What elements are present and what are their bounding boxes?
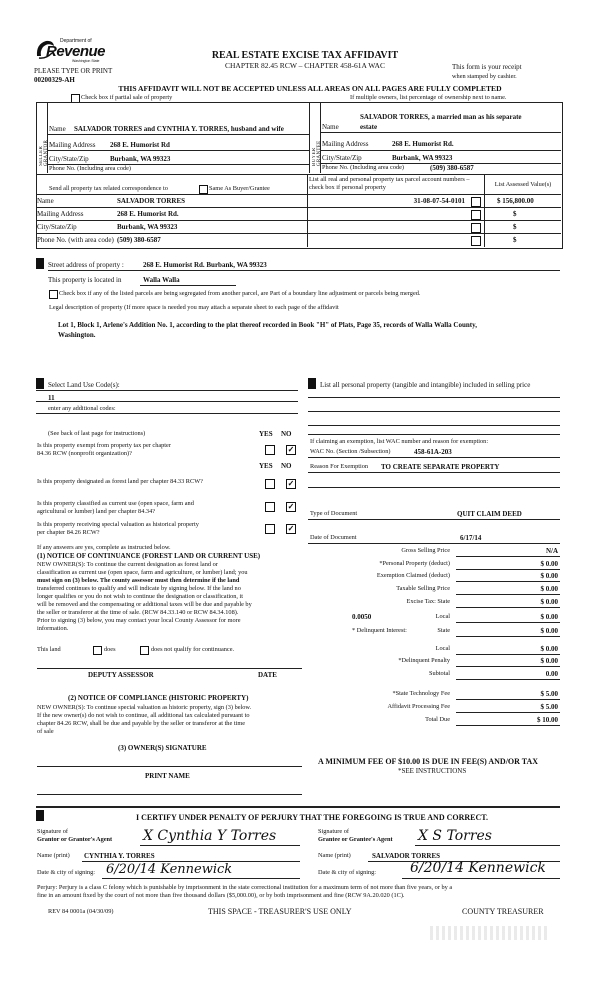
seller-name[interactable]: SALVADOR TORRES and CYNTHIA Y. TORRES, husband and wife [74,125,284,133]
corr-city-label: City/State/Zip [37,223,77,231]
buyer-name-line1[interactable]: SALVADOR TORRES, a married man as his separate [360,113,522,121]
located-in-county[interactable]: Walla Walla [143,276,180,284]
accounts-header: List all real and personal property tax parcel account numbers – check box if personal property [309,176,470,191]
grantee-date-city-label: Date & city of signing: [318,869,377,876]
receipt-note-1: This form is your receipt [452,63,522,71]
faint-stamp [430,926,550,940]
tax-row-label: Excise Tax: State [406,598,450,605]
form-revision: REV 84 0001a (04/30/09) [48,908,114,915]
corr-phone[interactable]: (509) 380-6587 [117,236,161,244]
tax-row-label: Gross Selling Price [401,547,450,554]
buyer-city[interactable]: Burbank, WA 99323 [392,154,453,162]
tax-row-label: Subtotal [429,670,450,677]
q3-line2: agricultural or lumber) land per chapter 84.34? [37,508,156,515]
minimum-fee-notice: A MINIMUM FEE OF $10.00 IS DUE IN FEE(S) AND/OR TAX [318,757,539,766]
perjury-line1: Perjury: Perjury is a class C felony which is punishable by imprisonment in the state correctional institution for a maximum term of not more than five years, or by a [37,884,453,891]
seller-city[interactable]: Burbank, WA 99323 [110,155,171,163]
tax-row-value[interactable]: $ 5.00 [540,703,558,711]
street-address-label: Street address of property : [48,261,124,269]
tax-row-value[interactable]: $ 0.00 [540,598,558,606]
receipt-note-2: when stamped by cashier. [452,73,517,80]
land-does-label: does [104,646,116,653]
same-as-buyer-checkbox[interactable] [199,185,208,194]
q3-no-checkbox[interactable]: ✓ [287,502,295,511]
notice-continuance-title: (1) NOTICE OF CONTINUANCE (FOREST LAND OR CURRENT USE) [37,552,261,560]
tax-row-value[interactable]: $ 5.00 [540,690,558,698]
buyer-address[interactable]: 268 E. Humorist Rd. [392,140,454,148]
land-does-checkbox[interactable] [93,646,102,655]
located-in-label: This property is located in [48,276,122,284]
q2-no-checkbox[interactable]: ✓ [287,479,295,488]
assessed-value-header: List Assessed Value(s) [494,181,552,188]
corr-address[interactable]: 268 E. Humorist Rd. [117,210,179,218]
exemption-reason-label: Reason For Exemption [310,463,369,470]
tax-row-label: Local [435,613,450,620]
buyer-address-label: Mailing Address [322,140,369,148]
tax-row-value[interactable]: $ 0.00 [540,645,558,653]
q1-no-checkbox[interactable]: ✓ [287,445,295,454]
assessed-value-1[interactable]: $ 156,800.00 [497,197,534,205]
seller-city-label: City/State/Zip [49,155,89,163]
buyer-phone[interactable]: (509) 380-6587 [430,164,474,172]
notice-compliance-body: NEW OWNER(S): To continue special valuation as historic property, sign (3) below. If the new owner(s) do not wish to continue, all additional tax calculated pursuant to chapter 84.26 RCW, shall be due and payable by the seller or transferor at the time of sale [37,704,252,735]
land-does-not-label: does not qualify for continuance. [151,646,235,653]
section-marker-3 [36,378,44,389]
warning-banner: THIS AFFIDAVIT WILL NOT BE ACCEPTED UNLESS ALL AREAS ON ALL PAGES ARE FULLY COMPLETED [118,84,502,93]
tax-row-label: Taxable Selling Price [396,585,450,592]
revenue-logo: Department of Revenue Washington State [34,38,104,66]
print-name-label: PRINT NAME [145,772,190,780]
land-does-not-checkbox[interactable] [140,646,149,655]
tax-row-label: State [437,627,450,634]
doc-date-label: Date of Document [310,534,357,541]
grantor-date-city-label: Date & city of signing: [37,869,96,876]
grantee-name-label: Name (print) [318,852,351,859]
tax-row-label: Affidavit Processing Fee [387,703,450,710]
grantor-sig-label-1: Signature of [37,828,68,835]
this-land-label: This land [37,646,61,653]
doc-type[interactable]: QUIT CLAIM DEED [457,510,522,518]
q4-line1: Is this property receiving special valuation as historical property [37,521,199,528]
q4-yes-checkbox[interactable] [265,524,275,534]
q4-no-checkbox[interactable]: ✓ [287,524,295,533]
grantee-signature[interactable]: X S Torres [418,828,492,844]
land-use-code[interactable]: 11 [48,394,55,402]
q3-line1: Is this property classified as current use (open space, farm and [37,500,194,507]
grantor-printed-name[interactable]: CYNTHIA Y. TORRES [84,852,155,860]
buyer-side-label: BUYER GRANTEE [312,140,322,166]
street-address[interactable]: 268 E. Humorist Rd. Burbank, WA 99323 [143,261,267,269]
section-marker-8 [36,810,44,821]
corr-address-label: Mailing Address [37,210,84,218]
yes-header-2: YES [259,462,273,470]
tax-row-value[interactable]: $ 0.00 [540,560,558,568]
exemption-reason[interactable]: TO CREATE SEPARATE PROPERTY [381,463,500,471]
tax-row-label: *Personal Property (deduct) [379,560,450,567]
tax-row-value[interactable]: $ 0.00 [540,657,558,665]
tax-row-value[interactable]: $ 0.00 [540,627,558,635]
segregated-checkbox[interactable] [49,290,58,299]
tax-row-label: *State Technology Fee [392,690,450,697]
tax-row-value[interactable]: N/A [545,547,558,555]
grantee-date-city[interactable]: 6/20/14 Kennewick [410,860,546,876]
q1-line1: Is this property exempt from property tax per chapter [37,442,171,449]
tax-row-value[interactable]: $ 10.00 [537,716,558,724]
seller-address-label: Mailing Address [49,141,96,149]
local-rate: 0.0050 [352,613,372,621]
partial-sale-label: Check box if partial sale of property [81,94,173,101]
deputy-assessor-label: DEPUTY ASSESSOR [88,671,154,679]
tax-row-label: Exemption Claimed (deduct) [376,572,450,579]
additional-codes-label: enter any additional codes: [48,405,116,412]
seller-phone-label: Phone No. (Including area code) [49,165,132,172]
legal-description-label: Legal description of property (If more space is needed you may attach a separate sheet to each page of the affidavit [49,304,339,311]
q4-line2: per chapter 84.26 RCW? [37,529,100,536]
grantor-sig-label-2: Grantor or Grantor's Agent [37,836,113,843]
multiple-owners-note: If multiple owners, list percentage of ownership next to name. [350,94,507,101]
doc-date[interactable]: 6/17/14 [460,534,482,542]
owner-signature-label: (3) OWNER(S) SIGNATURE [118,744,207,752]
type-or-print-note: PLEASE TYPE OR PRINT [34,67,113,75]
notice-compliance-title: (2) NOTICE OF COMPLIANCE (HISTORIC PROPERTY) [68,694,249,702]
grantee-printed-name[interactable]: SALVADOR TORRES [372,852,441,860]
notice-continuance-body: NEW OWNER(S): To continue the current designation as forest land or classification as current use (open space, farm and agriculture, or lumber) land; you must sign on (3) below. The county assessor must then determine if the land transferred continues to qualify and will indicate by signing below. If the land no longer qualifies or you do not wish to continue the designation or classification, it will be removed and the compensating or additional taxes will be due and payable by the seller or transferor at the time of sale. (RCW 84.33.140 or RCW 84.34.108). Prior to signing (3) below, you may contact your local County Assessor for more information. [37,561,252,632]
tax-row-value[interactable]: $ 0.00 [540,572,558,580]
grantor-signature[interactable]: X Cynthia Y Torres [143,828,277,844]
corr-name-label: Name [37,197,54,205]
q3-yes-checkbox[interactable] [265,502,275,512]
county-treasurer-label: COUNTY TREASURER [462,907,544,916]
assessor-date-label: DATE [258,671,277,679]
seller-side-label: SELLER GRANTOR [39,139,49,166]
grantee-sig-label-1: Signature of [318,828,349,835]
yes-header-1: YES [259,430,273,438]
buyer-name-label: Name [322,123,339,131]
answer-note: If any answers are yes, complete as instructed below. [37,544,171,551]
tax-row-label: Total Due [425,716,450,723]
personal-property-checkbox-2[interactable] [471,210,481,220]
personal-property-checkbox-3[interactable] [471,223,481,233]
treasurer-use-label: THIS SPACE - TREASURER'S USE ONLY [208,907,352,916]
segregated-label: Check box if any of the listed parcels are being segregated from another parcel, are Part of a boundary line adjustment or parcels being merged. [59,290,421,297]
legal-description-line2[interactable]: Washington. [58,331,96,339]
q1-yes-checkbox[interactable] [265,445,275,455]
form-code: 00200329-AH [34,76,75,84]
grantor-date-city[interactable]: 6/20/14 Kennewick [106,862,233,877]
q2-text: Is this property designated as forest land per chapter 84.33 RCW? [37,478,203,485]
seller-address[interactable]: 268 E. Humorist Rd [110,141,170,149]
buyer-phone-label: Phone No. (Including area code) [322,164,405,171]
exemption-label: If claiming an exemption, list WAC number and reason for exemption: [310,438,489,445]
delinquent-interest-label: * Delinquent Interest: [352,627,407,634]
perjury-line2: fine in an amount fixed by the court of not more than five thousand dollars ($5,000.00), or by both imprisonment and fine (RCW 9A.20.020 (1C). [37,892,405,899]
account-number-1[interactable]: 31-08-07-54-0101 [413,197,465,205]
land-use-label: Select Land Use Code(s): [48,381,120,389]
tax-row-value[interactable]: 0.00 [545,670,558,678]
section-marker-2 [36,258,44,269]
see-instructions: *SEE INSTRUCTIONS [398,767,467,775]
form-subtitle: CHAPTER 82.45 RCW – CHAPTER 458-61A WAC [225,61,385,70]
tax-row-value[interactable]: $ 0.00 [540,613,558,621]
corr-phone-label: Phone No. (with area code) [37,236,114,244]
wac-number[interactable]: 458-61A-203 [414,448,452,456]
assessed-value-4[interactable]: $ [513,236,517,244]
legal-description-line1[interactable]: Lot 1, Block 1, Arlene's Addition No. 1, according to the plat thereof recorded in Book "H" of Plats, Page 35, records of Walla Walla County, [58,321,477,329]
tax-row-label: Local [435,645,450,652]
see-back-note: (See back of last page for instructions) [48,430,146,437]
grantor-name-label: Name (print) [37,852,70,859]
doc-type-label: Type of Document [310,510,358,517]
tax-row-value[interactable]: $ 0.00 [540,585,558,593]
no-header-2: NO [281,462,292,470]
wac-label: WAC No. (Section /Subsection) [310,448,391,455]
grantee-sig-label-2: Grantee or Grantee's Agent [318,836,393,843]
form-title: REAL ESTATE EXCISE TAX AFFIDAVIT [211,50,399,61]
q1-line2: 84.36 RCW (nonprofit organization)? [37,450,132,457]
certify-statement: I CERTIFY UNDER PENALTY OF PERJURY THAT THE FOREGOING IS TRUE AND CORRECT. [136,813,489,822]
personal-property-checkbox-4[interactable] [471,236,481,246]
assessed-value-2[interactable]: $ [513,210,517,218]
q2-yes-checkbox[interactable] [265,479,275,489]
personal-property-label: List all personal property (tangible and intangible) included in selling price [320,381,531,389]
buyer-name-line2[interactable]: estate [360,123,378,131]
buyer-city-label: City/State/Zip [322,154,362,162]
tax-row-label: *Delinquent Penalty [398,657,450,664]
seller-name-label: Name [49,125,66,133]
assessed-value-3[interactable]: $ [513,223,517,231]
corr-name[interactable]: SALVADOR TORRES [117,197,186,205]
corr-city[interactable]: Burbank, WA 99323 [117,223,178,231]
same-as-buyer-label: Same As Buyer/Grantee [209,185,270,192]
no-header-1: NO [281,430,292,438]
section-marker-7 [308,378,316,389]
personal-property-checkbox-1[interactable] [471,197,481,207]
correspondence-label: Send all property tax related correspondence to [49,185,168,192]
